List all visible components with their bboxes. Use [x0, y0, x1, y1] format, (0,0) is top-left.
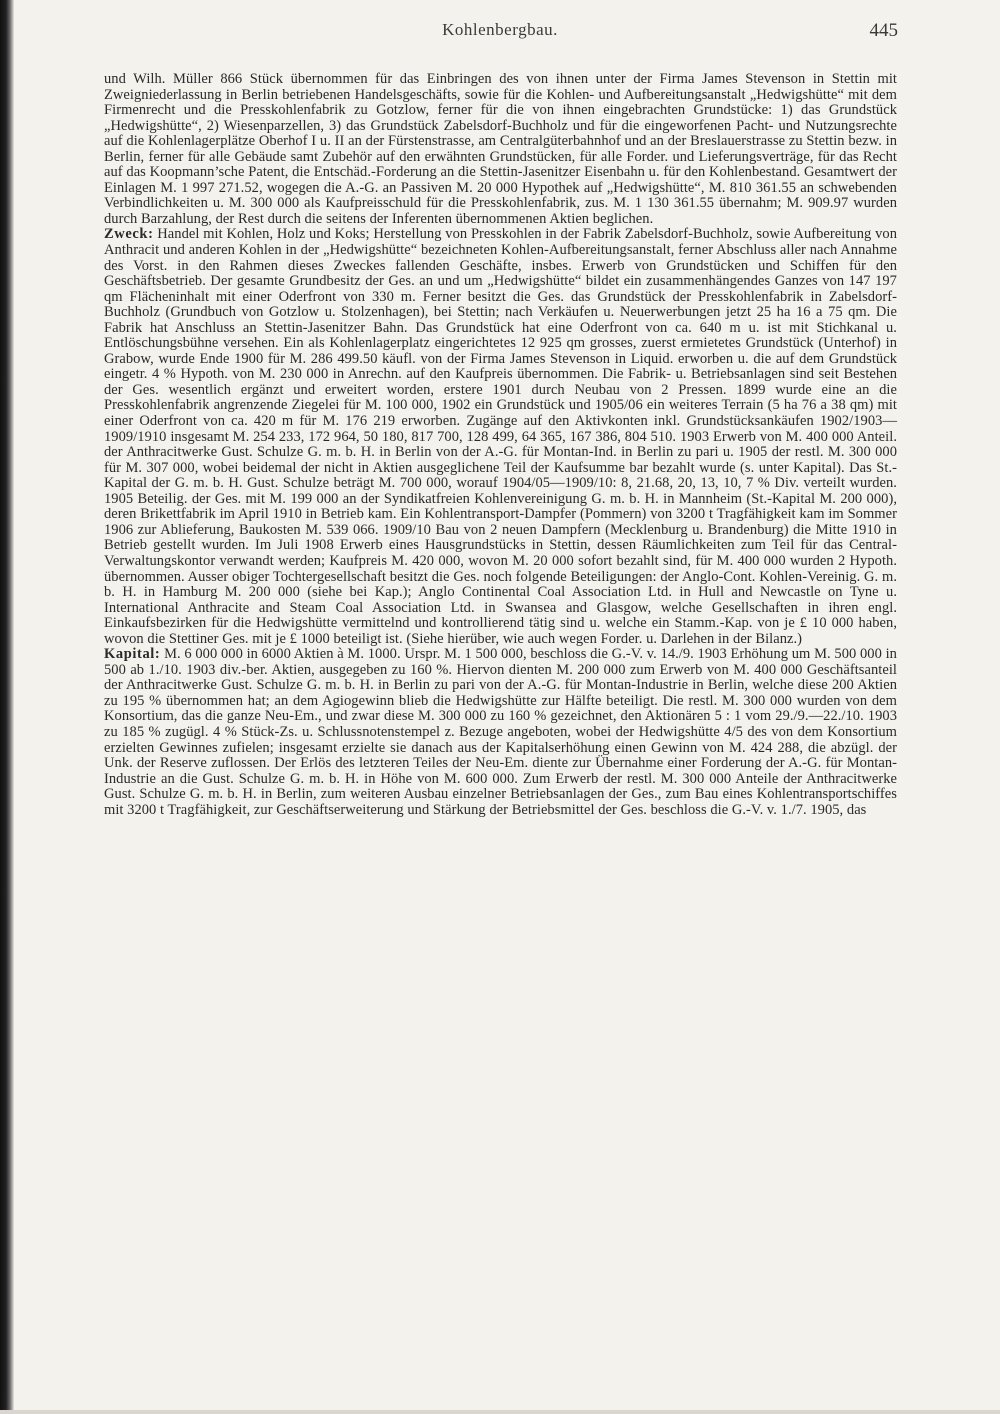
scan-bottom-edge [0, 1410, 1000, 1414]
paragraph-intro-text: und Wilh. Müller 866 Stück übernommen für das Einbringen des von ihnen unter der Firma James Stevenson in Stettin mit Zweigniederlassung in Berlin betriebenen Handelsgeschäfts, sowie für die Kohlen- und Aufbereitungsanstalt „Hedwigshütte“ mit dem Firmenrecht und die Presskohlenfabrik zu Gotzlow, ferner für die von ihnen eingebrachten Grundstücke: 1) das Grundstück „Hedwigshütte“, 2) Wiesenparzellen, 3) das Grundstück Zabelsdorf-Buchholz und für die eingeworfenen Pacht- und Nutzungsrechte auf die Kohlenlagerplätze Oberhof I u. II an der Fürstenstrasse, am Centralgüterbahnhof und an der Breslauerstrasse zu Stettin bezw. in Berlin, ferner für alle Gebäude samt Zubehör auf den erwähnten Grundstücken, für alle Forder. und Lieferungsverträge, für das Recht auf das Koopmann’sche Patent, die Entschäd.-Forderung an die Stettin-Jasenitzer Eisenbahn u. für den Kohlenbestand. Gesamtwert der Einlagen M. 1 997 271.52, wogegen die A.-G. an Passiven M. 20 000 Hypothek auf „Hedwigshütte“, M. 810 361.55 an schwebenden Verbindlichkeiten u. M. 300 000 als Kaufpreisschuld für die Presskohlenfabrik, zus. M. 1 130 361.55 übernahm; M. 909.97 wurden durch Barzahlung, der Rest durch die seitens der Inferenten übernommenen Aktien beglichen. [104, 71, 897, 227]
running-head: Kohlenbergbau. [442, 20, 558, 39]
section-label-zweck: Zweck: [104, 226, 154, 243]
paragraph-kapital [104, 647, 897, 818]
scan-binding-edge [0, 0, 14, 1414]
section-label-kapital: Kapital: [104, 646, 161, 663]
paragraph-zweck [104, 227, 897, 647]
page-header [100, 20, 900, 46]
paragraph-intro [104, 72, 897, 227]
paragraph-zweck-text: Handel mit Kohlen, Holz und Koks; Herstellung von Presskohlen in der Fabrik Zabelsdorf-Buchholz, sowie Aufbereitung von Anthracit und anderen Kohlen in der „Hedwigshütte“ bezeichneten Kohlen-Aufbereitungsanstalt, ferner Abschluss aller nach Annahme des Vorst. in den Rahmen dieses Zweckes fallenden Geschäfte, insbes. Erwerb von Grundstücken und Schiffen für den Geschäftsbetrieb. Der gesamte Grundbesitz der Ges. an und um „Hedwigshütte“ bildet ein zusammenhängendes Ganzes von 147 197 qm Flächeninhalt mit einer Oderfront von 330 m. Ferner besitzt die Ges. das Grundstück der Presskohlenfabrik in Zabelsdorf-Buchholz (Grundbuch von Gotzlow u. Stolzenhagen), bei Stettin; nach Verkäufen u. Neuerwerbungen jetzt 25 ha 16 a 75 qm. Die Fabrik hat Anschluss an Stettin-Jasenitzer Bahn. Das Grundstück hat eine Oderfront von ca. 640 m u. ist mit Stichkanal u. Entlöschungsbühne versehen. Ein als Kohlenlagerplatz eingerichtetes 12 925 qm grosses, zuerst ermietetes Grundstück (Unterhof) in Grabow, wurde Ende 1900 für M. 286 499.50 käufl. von der Firma James Stevenson in Liquid. erworben u. die auf dem Grundstück eingetr. 4 % Hypoth. von M. 230 000 in Anrechn. auf den Kaufpreis übernommen. Die Fabrik- u. Betriebsanlagen sind seit Bestehen der Ges. wesentlich ergänzt und erweitert worden, erstere 1901 durch Neubau von 2 Pressen. 1899 wurde eine an die Presskohlenfabrik angrenzende Ziegelei für M. 100 000, 1902 ein Grundstück und 1905/06 ein weiteres Terrain (5 ha 76 a 38 qm) mit einer Oderfront von ca. 420 m für M. 176 219 erworben. Zugänge auf den Aktivkonten inkl. Grundstücksankäufen 1902/1903—1909/1910 insgesamt M. 254 233, 172 964, 50 180, 817 700, 128 499, 64 365, 167 386, 804 510. 1903 Erwerb von M. 400 000 Anteil. der Anthracitwerke Gust. Schulze G. m. b. H. in Berlin von der A.-G. für Montan-Ind. in Berlin zu pari u. 1905 der restl. M. 300 000 für M. 307 000, wobei beidemal der nicht in Aktien ausgeglichene Teil der Kaufsumme bar bezahlt wurde (s. unter Kapital). Das St.-Kapital der G. m. b. H. Gust. Schulze beträgt M. 700 000, worauf 1904/05—1909/10: 8, 21.68, 20, 13, 10, 7 % Div. verteilt wurden. 1905 Beteilig. der Ges. mit M. 199 000 an der Syndikatfreien Kohlenvereinigung G. m. b. H. in Mannheim (St.-Kapital M. 200 000), deren Brikettfabrik im April 1910 in Betrieb kam. Ein Kohlentransport-Dampfer (Pommern) von 3200 t Tragfähigkeit kam im Sommer 1906 zur Ablieferung, Baukosten M. 539 066. 1909/10 Bau von 2 neuen Dampfern (Mecklenburg u. Brandenburg) die Mitte 1910 in Betrieb gestellt wurden. Im Juli 1908 Erwerb eines Hausgrundstücks in Stettin, dessen Räumlichkeiten zum Teil für das Central-Verwaltungskontor verwandt werden; Kaufpreis M. 420 000, wovon M. 20 000 sofort bezahlt sind, für M. 400 000 wurden 2 Hypoth. übernommen. Ausser obiger Tochtergesellschaft besitzt die Ges. noch folgende Beteiligungen: der Anglo-Cont. Kohlen-Vereinig. G. m. b. H. in Hamburg M. 200 000 (siehe bei Kap.); Anglo Continental Coal Association Ltd. in Hull and Newcastle on Tyne u. International Anthracite and Steam Coal Association Ltd. in Swansea and Glasgow, welche Gesellschaften in ihren engl. Einkaufsbezirken für die Hedwigshütte vermittelnd und kontrollierend tätig sind u. welche ein Stamm.-Kap. von je £ 10 000 haben, wovon die Stettiner Ges. mit je £ 1000 beteiligt ist. (Siehe hierüber, wie auch wegen Forder. u. Darlehen in der Bilanz.) [104, 226, 897, 647]
page-body [104, 72, 897, 818]
page-number: 445 [869, 20, 898, 41]
paragraph-kapital-text: M. 6 000 000 in 6000 Aktien à M. 1000. Urspr. M. 1 500 000, beschloss die G.-V. v. 14./9. 1903 Erhöhung um M. 500 000 in 500 ab 1./10. 1903 div.-ber. Aktien, ausgegeben zu 160 %. Hiervon dienten M. 200 000 zum Erwerb von M. 400 000 Geschäftsanteil der Anthracitwerke Gust. Schulze G. m. b. H. in Berlin zu pari von der A.-G. für Montan-Industrie in Berlin, welche diese 200 Aktien zu 195 % übernommen hat; an dem Agiogewinn blieb die Hedwigshütte zur Hälfte beteiligt. Die restl. M. 300 000 wurden von dem Konsortium, das die ganze Neu-Em., und zwar diese M. 300 000 zu 160 % gezeichnet, den Aktionären 5 : 1 vom 29./9.—22./10. 1903 zu 185 % zugügl. 4 % Stück-Zs. u. Schlussnotenstempel z. Bezuge angeboten, wobei der Hedwigshütte 4/5 des von dem Konsortium erzielten Gewinnes zufielen; insgesamt erzielte sie danach aus der Kapitalserhöhung einen Gewinn von M. 424 288, die abzügl. der Unk. der Reserve zuflossen. Der Erlös des letzteren Teiles der Neu-Em. diente zur Übernahme einer Forderung der A.-G. für Montan-Industrie an die Gust. Schulze G. m. b. H. in Höhe von M. 600 000. Zum Erwerb der restl. M. 300 000 Anteile der Anthracitwerke Gust. Schulze G. m. b. H. in Berlin, zum weiteren Ausbau einzelner Betriebsanlagen der Ges., zum Bau eines Kohlentransportschiffes mit 3200 t Tragfähigkeit, zur Geschäftserweiterung und Stärkung der Betriebsmittel der Ges. beschloss die G.-V. v. 1./7. 1905, das [104, 646, 897, 818]
